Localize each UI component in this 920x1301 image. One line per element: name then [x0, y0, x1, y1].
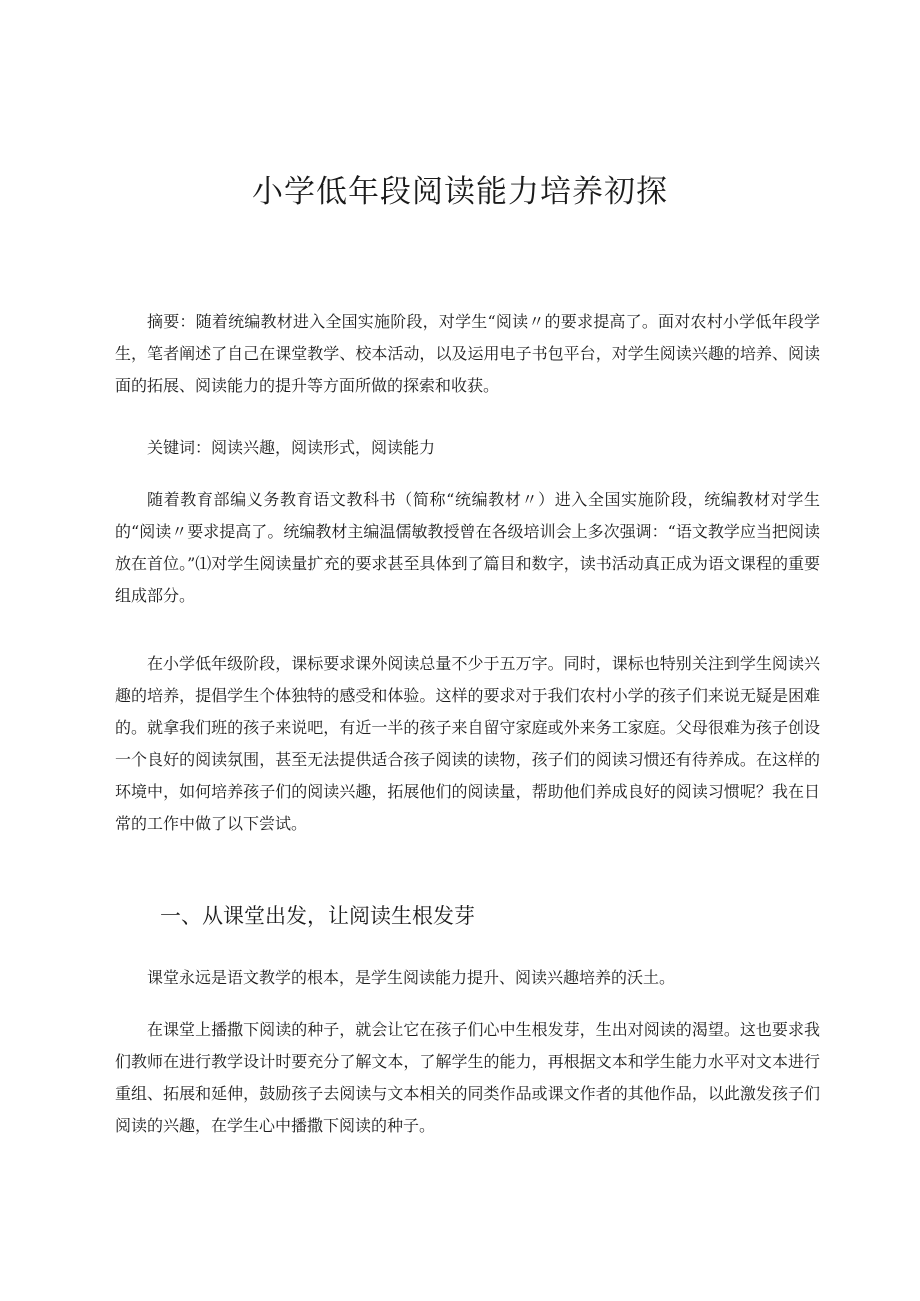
keywords-line: 关键词：阅读兴趣，阅读形式，阅读能力	[147, 438, 436, 457]
seed-paragraph: 在课堂上播撒下阅读的种子，就会让它在孩子们心中生根发芽，生出对阅读的渴望。这也要求我们教师在进行教学设计时要充分了解文本，了解学生的能力，再根据文本和学生能力水平对文本进行重组、拓展和延伸，鼓励孩子去阅读与文本相关的同类作品或课文作者的其他作品，以此激发孩子们阅读的兴趣，在学生心中播撒下阅读的种子。	[115, 1020, 820, 1135]
classroom-paragraph: 课堂永远是语文教学的根本，是学生阅读能力提升、阅读兴趣培养的沃土。	[147, 968, 676, 987]
section-heading-1: 一、从课堂出发，让阅读生根发芽	[160, 904, 475, 928]
abstract-paragraph: 摘要：随着统编教材进入全国实施阶段，对学生“阅读〃的要求提高了。面对农村小学低年段学生，笔者阐述了自己在课堂教学、校本活动，以及运用电子书包平台，对学生阅读兴趣的培养、阅读面的拓展、阅读能力的提升等方面所做的探索和收获。	[115, 312, 820, 395]
background-paragraph: 在小学低年级阶段，课标要求课外阅读总量不少于五万字。同时，课标也特别关注到学生阅读兴趣的培养，提倡学生个体独特的感受和体验。这样的要求对于我们农村小学的孩子们来说无疑是困难的。就拿我们班的孩子来说吧，有近一半的孩子来自留守家庭或外来务工家庭。父母很难为孩子创设一个良好的阅读氛围，甚至无法提供适合孩子阅读的读物，孩子们的阅读习惯还有待养成。在这样的环境中，如何培养孩子们的阅读兴趣，拓展他们的阅读量，帮助他们养成良好的阅读习惯呢？我在日常的工作中做了以下尝试。	[115, 654, 820, 833]
document-title: 小学低年段阅读能力培养初探	[252, 174, 668, 210]
intro-paragraph: 随着教育部编义务教育语文教科书（简称“统编教材〃）进入全国实施阶段，统编教材对学生的“阅读〃要求提高了。统编教材主编温儒敏教授曾在各级培训会上多次强调：“语文教学应当把阅读放在首位。”⑴对学生阅读量扩充的要求甚至具体到了篇目和数字，读书活动真正成为语文课程的重要组成部分。	[115, 490, 820, 605]
